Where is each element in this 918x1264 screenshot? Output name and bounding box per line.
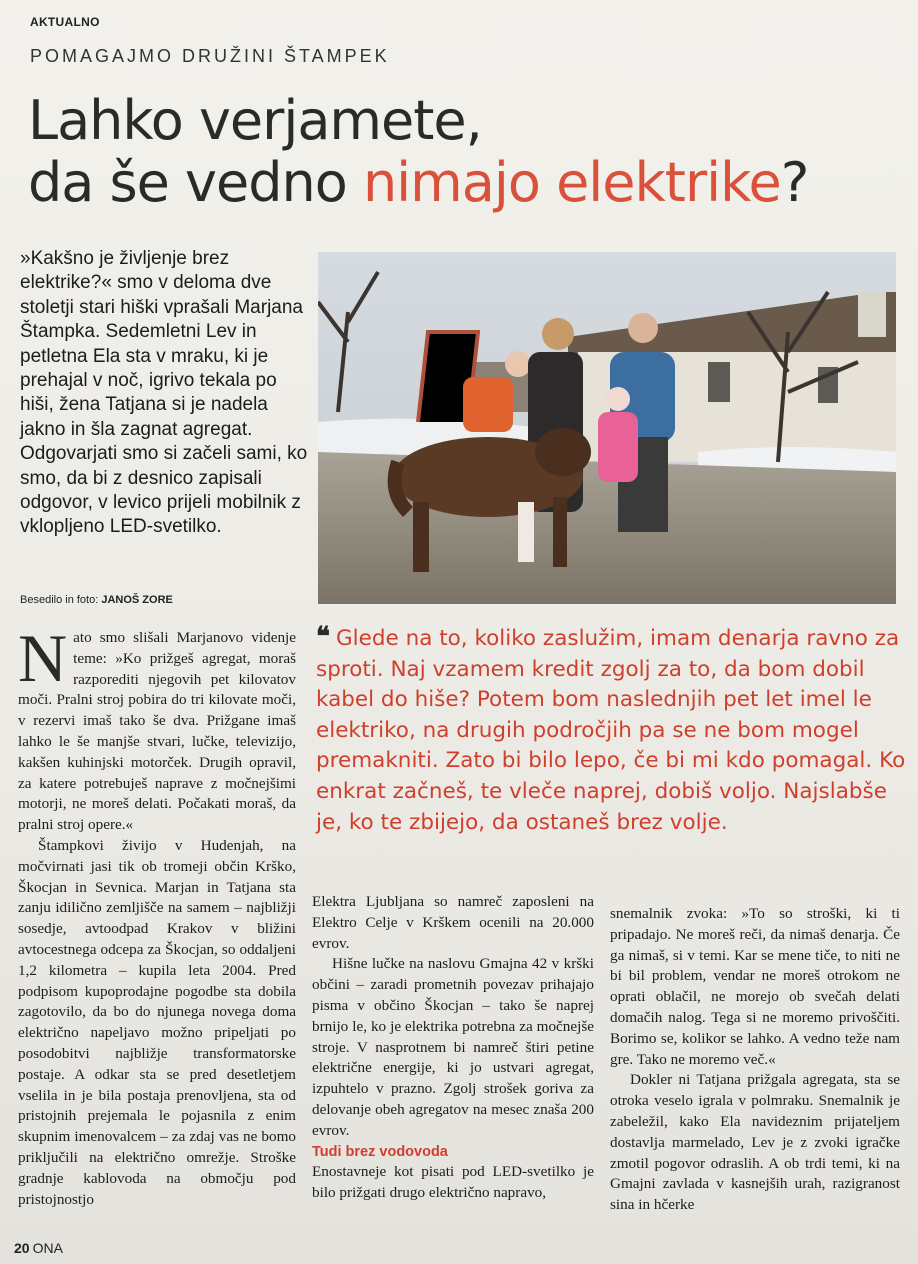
drop-cap: N <box>18 620 68 696</box>
paragraph-text: ato smo slišali Marjanovo videnje teme: »Ko prižgeš agregat, moraš razporediti njegovih pet kilovatov moči. Pralni stroj pobira do tri kilovate moči, v rezervi imaš tako še dva. Prižgane imaš lahko le še manjše stvari, lučke, televizijo, kakšen kuhinjski motorček. Drugih opravil, za katere potrebuješ naprave z močnejšimi motorji, ne moreš delati. Počakati moraš, da pralni stroj opere.« <box>18 629 296 834</box>
pull-quote <box>316 622 906 838</box>
photo-credit <box>20 594 173 606</box>
body-paragraph: snemalnik zvoka: »To so stroški, ki ti pripadajo. Ne moreš reči, da nimaš denarja. Če ga nimaš, si v temi. Kar se mene tiče, to niti ne bi bil problem, vendar ne moreš otrokom ne oprati oblačil, ne morejo ob svečah delati domačih nalog. Tega si ne moremo privoščiti. Borimo se, kolikor se lahko. A vedno teže nam gre. Tako ne moremo več.« <box>610 905 900 1068</box>
body-column-1 <box>18 620 296 1210</box>
intro-paragraph: »Kakšno je življenje brez elektrike?« smo v deloma dve stoletji stari hiški vprašali Marjana Štampka. Sedemletni Lev in petletna Ela sta v mraku, ki je prehajal v noč, igrivo tekala po hiši, žena Tatjana si je nadela jakno in šla zagnat agregat. Odgovarjati smo si začeli sami, ko smo, da bi z desnico zapisali odgovor, v levico prijeli mobilnik z vklopljeno LED-svetilko. <box>20 248 308 538</box>
subheading: Tudi brez vodovoda <box>312 1143 448 1160</box>
credit-author: JANOŠ ZORE <box>101 594 173 606</box>
section-label: AKTUALNO <box>30 15 100 29</box>
page-number: 20 <box>14 1240 30 1256</box>
body-paragraph: Elektra Ljubljana so namreč zaposleni na Elektro Celje v Krškem ocenili na 20.000 evrov. <box>312 893 594 952</box>
body-paragraph: Dokler ni Tatjana prižgala agregata, sta se otroka veselo igrala v polmraku. Snemalnik je zabeležil, kako Ela navideznim prijateljem dostavlja marmelado, Lev je z zvoki igračke zmotil pogovor odraslih. A ob trdi temi, ki na Gmajni zavlada v kasnejših urah, razigranost sina in hčerke <box>610 1071 900 1214</box>
body-paragraph <box>18 620 296 836</box>
body-column-2 <box>312 892 594 1204</box>
family-photo <box>318 252 896 604</box>
body-paragraph: Štampkovi živijo v Hudenjah, na močvirnati jasi tik ob tromeji občin Krško, Škocjan in Sevnica. Marjan in Tatjana sta zanju idilično zemljišče na samem – najbližji sosedje, avtoodpad Krakov v bližini avtocestnega odcepa za Škocjan, so oddaljeni 1,2 kilometra – kupila leta 2004. Pred podpisom kupoprodajne pogodbe sta dobila zagotovilo, da bo do njunega novega doma električno napeljavo možno pripeljati po posodobitvi najbližje transformatorske postaje. A odkar sta se pred desetletjem vselila in je bila postaja prenovljena, sta od pristojnih prejemala le pojasnila z enim skupnim imenovalcem – za zdaj vas ne bomo priključili na električno omrežje. Stroške gradnje kablovoda na območju pod pristojnostjo <box>18 836 296 1208</box>
page-folio <box>14 1240 63 1256</box>
photo-illustration <box>318 252 896 604</box>
headline-end: ? <box>780 151 809 214</box>
pull-quote-text: Glede na to, koliko zaslužim, imam denarja ravno za sproti. Naj vzamem kredit zgolj za to, da bom dobil kabel do hiše? Potem bom naslednjih pet let imel le elektriko, na drugih področjih pa se ne bom mogel premakniti. Zato bi bilo lepo, če bi mi kdo pomagal. Ko enkrat začneš, te vleče naprej, dobiš voljo. Najslabše je, ko te zbijejo, da ostaneš brez volje. <box>316 626 906 835</box>
magazine-name: ONA <box>32 1240 63 1256</box>
headline <box>28 90 808 214</box>
headline-line-2: da še vedno <box>28 151 363 214</box>
quote-mark-icon: ❝ <box>316 622 330 652</box>
body-paragraph: Hišne lučke na naslovu Gmajna 42 v krški občini – zaradi prometnih povezav prihajajo pisma v občino Škocjan – tako še naprej brnijo le, ko je elektrika potrebna za močnejše stroje. V nasprotnem bi namreč štiri petine električne energije, ki jo ustvari agregat, izpuhtelo v prazno. Zgolj strošek goriva za delovanje obeh agregatov na mesec znaša 200 evrov. <box>312 955 594 1139</box>
body-paragraph: Enostavneje kot pisati pod LED-svetilko je bilo prižgati drugo električno napravo, <box>312 1163 594 1202</box>
kicker: POMAGAJMO DRUŽINI ŠTAMPEK <box>30 46 390 66</box>
headline-line-1: Lahko verjamete, <box>28 89 482 152</box>
credit-label: Besedilo in foto: <box>20 594 102 606</box>
body-column-3 <box>610 904 900 1216</box>
headline-accent: nimajo elektrike <box>362 151 781 214</box>
